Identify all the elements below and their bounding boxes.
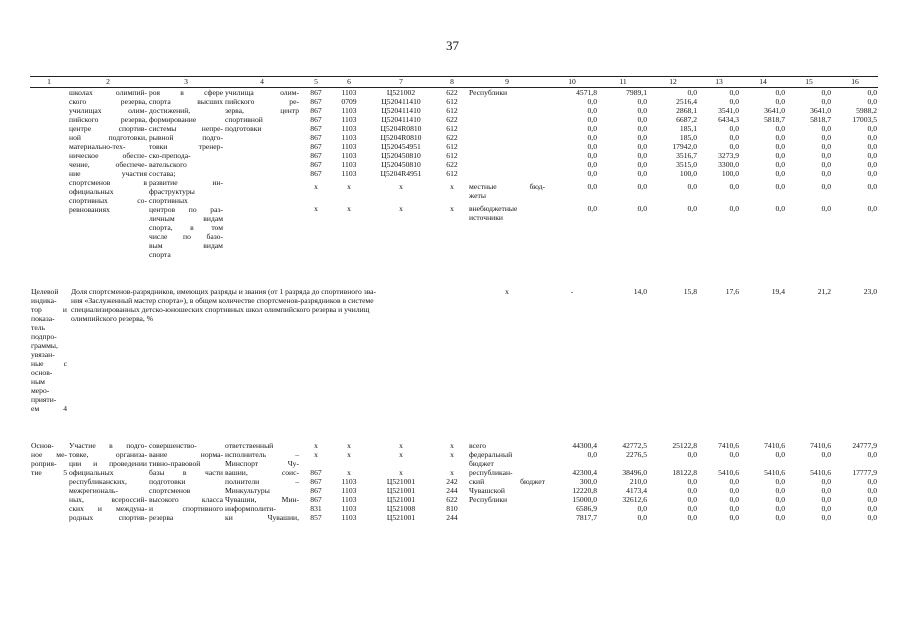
expense-type-code: x — [450, 182, 454, 191]
header-cell: 3 — [148, 77, 224, 88]
expected-result: роя в сфере спорта высших достижений, формирование системы непре- рывной подго- товки тренер- ско-препода- вательского состава; развитие ин- фраструктуры спортивных центров по раз- личным видам спорта, в том числе по базо- вым видам спорта — [149, 88, 223, 259]
header-cell: 1 — [30, 77, 68, 88]
header-cell: 8 — [436, 77, 468, 88]
amount-cell: 7989,1 0,0 0,0 0,0 0,0 0,0 0,0 0,0 0,0 0,0 — [626, 88, 647, 178]
amount-cell: 42772,5 2276,5 38496,0 210,0 4173,4 32612,6 0,0 0,0 — [622, 441, 647, 522]
header-cell: 12 — [648, 77, 698, 88]
indicator-label: Целевой индика- тор и показа- тель подпро- граммы, увязан- ные с основ- ным меро- прияти- ем 4 — [31, 287, 67, 413]
amount-cell: 0,0 — [775, 204, 785, 213]
amount-cell: 0,0 2516,4 2868,1 6687,2 185,1 185,0 17942,0 3516,7 3515,0 100,0 — [672, 88, 697, 178]
amount-cell: 0,0 — [729, 182, 739, 191]
header-cell: 4 — [224, 77, 300, 88]
indicator-value: 21,2 — [817, 287, 831, 296]
activity-description: школах олимпий- ского резерва, училищах олим- пийского резерва, центре спортив- ной подготовки, материально-тех- ническое обеспе- чение, обеспече- ние участия спортсменов в официальных спортивных со- ревнованиях — [69, 88, 147, 214]
expense-type-codes: 622 612 612 622 612 622 612 612 622 612 — [446, 88, 458, 178]
target-article-codes: x x x Ц521001 Ц521001 Ц521001 Ц521008 Ц521001 — [386, 441, 416, 522]
responsible-executor: училища олим- пийского ре- зерва, центр спортивной подготовки — [225, 88, 299, 133]
indicator-value: 19,4 — [771, 287, 785, 296]
table-row — [30, 427, 878, 522]
funding-source: всего федеральный бюджет республикан- ский бюджет Чувашской Республики — [469, 441, 545, 504]
target-article-code: x — [399, 204, 403, 213]
amount-cell: 0,0 0,0 3541,0 6434,3 0,0 0,0 0,0 3273,9 3300,0 100,0 — [718, 88, 739, 178]
amount-cell: 0,0 0,0 3641,0 5818,7 0,0 0,0 0,0 0,0 0,0 0,0 — [764, 88, 785, 178]
amount-cell: 0,0 — [775, 182, 785, 191]
table-row — [30, 88, 878, 179]
amount-cell: 0,0 — [637, 204, 647, 213]
funding-source: Республики — [469, 88, 508, 97]
expected-result: совершенство- вание норма- тивно-правовой базы в части подготовки спортсменов высокого класса и спортивного резерва — [149, 441, 223, 522]
column-number-header — [30, 77, 878, 88]
expense-type-code: x — [450, 204, 454, 213]
responsible-executor: ответственный исполнитель – Минспорт Чу- вашии, соис- полнители – Минкультуры Чувашии, Мин- информполити- ки Чувашии, — [225, 441, 299, 522]
amount-cell: 4571,8 0,0 0,0 0,0 0,0 0,0 0,0 0,0 0,0 0,0 — [576, 88, 597, 178]
amount-cell: 0,0 — [687, 204, 697, 213]
amount-cell: 0,0 — [587, 182, 597, 191]
amount-cell: 0,0 — [821, 204, 831, 213]
funding-source: местные бюд- жеты — [469, 182, 545, 200]
gbrs-code: x — [314, 204, 318, 213]
funding-source: внебюджетные источники — [469, 204, 518, 222]
header-cell: 5 — [300, 77, 332, 88]
budget-table — [30, 76, 878, 522]
amount-cell: 0,0 — [867, 182, 877, 191]
budget-table-container — [30, 76, 878, 522]
header-cell: 6 — [332, 77, 366, 88]
section-codes: 1103 0709 1103 1103 1103 1103 1103 1103 1103 1103 — [341, 88, 357, 178]
header-cell: 16 — [832, 77, 878, 88]
header-cell: 9 — [468, 77, 546, 88]
gbrs-codes: 867 867 867 867 867 867 867 867 867 867 — [310, 88, 322, 178]
amount-cell: 7410,6 0,0 5410,6 0,0 0,0 0,0 0,0 0,0 — [718, 441, 739, 522]
activity-description: Участие в подго- товке, организа- ции и проведении официальных республиканских, межрегиональ- ных, всероссий- ских и междуна- родных спортив- — [69, 441, 147, 522]
amount-cell: 0,0 — [821, 182, 831, 191]
expense-type-codes: x x x 242 244 622 810 244 — [446, 441, 458, 522]
target-article-codes: Ц521002 Ц520411410 Ц520411410 Ц520411410 Ц5204R0810 Ц5204R0810 Ц520454951 Ц520450810 Ц520450810 Ц5204R4951 — [380, 88, 422, 178]
header-cell: 13 — [698, 77, 740, 88]
funding-source: x — [505, 287, 509, 296]
indicator-value: 15,8 — [683, 287, 697, 296]
amount-cell: 44300,4 0,0 42300,4 300,0 12220,8 15000,0 6586,9 7817,7 — [572, 441, 597, 522]
indicator-value: 17,6 — [725, 287, 739, 296]
target-article-code: x — [399, 182, 403, 191]
amount-cell: 0,0 — [867, 204, 877, 213]
section-codes: x x x 1103 1103 1103 1103 1103 — [341, 441, 357, 522]
header-cell: 7 — [366, 77, 436, 88]
header-cell: 14 — [740, 77, 786, 88]
amount-cell: 0,0 — [587, 204, 597, 213]
header-cell: 10 — [546, 77, 598, 88]
amount-cell: 0,0 — [687, 182, 697, 191]
amount-cell: 0,0 0,0 5988,2 17003,5 0,0 0,0 0,0 0,0 0,0 0,0 — [852, 88, 877, 178]
activity-label: Основ- ное ме- роприя- тие 5 — [31, 441, 67, 477]
indicator-value: - — [570, 287, 574, 296]
gbrs-code: x — [314, 182, 318, 191]
amount-cell: 7410,6 0,0 5410,6 0,0 0,0 0,0 0,0 0,0 — [810, 441, 831, 522]
page-number: 37 — [446, 38, 459, 53]
amount-cell: 0,0 — [637, 182, 647, 191]
amount-cell: 0,0 0,0 3641,0 5818,7 0,0 0,0 0,0 0,0 0,0 0,0 — [810, 88, 831, 178]
section-code: x — [347, 182, 351, 191]
gbrs-codes: x x 867 867 867 867 831 857 — [310, 441, 322, 522]
table-row — [30, 274, 878, 427]
amount-cell: 24777,9 0,0 17777,9 0,0 0,0 0,0 0,0 0,0 — [852, 441, 877, 522]
header-cell: 15 — [786, 77, 832, 88]
section-code: x — [347, 204, 351, 213]
header-cell: 2 — [68, 77, 148, 88]
amount-cell: 25122,8 0,0 18122,8 0,0 0,0 0,0 0,0 0,0 — [672, 441, 697, 522]
indicator-value: 23,0 — [863, 287, 877, 296]
amount-cell: 0,0 — [729, 204, 739, 213]
indicator-description: Доля спортсменов-разрядников, имеющих разряды и звания (от 1 разряда до спортивного зва- ния «Заслуженный мастер спорта»), в общем количестве спортсменов-разрядников в системе специализированных детско-юношеских спортивных школ олимпийского резерва и училищ олимпийского резерва, % — [71, 287, 377, 323]
header-cell: 11 — [598, 77, 648, 88]
amount-cell: 7410,6 0,0 5410,6 0,0 0,0 0,0 0,0 0,0 — [764, 441, 785, 522]
indicator-value: 14,0 — [633, 287, 647, 296]
